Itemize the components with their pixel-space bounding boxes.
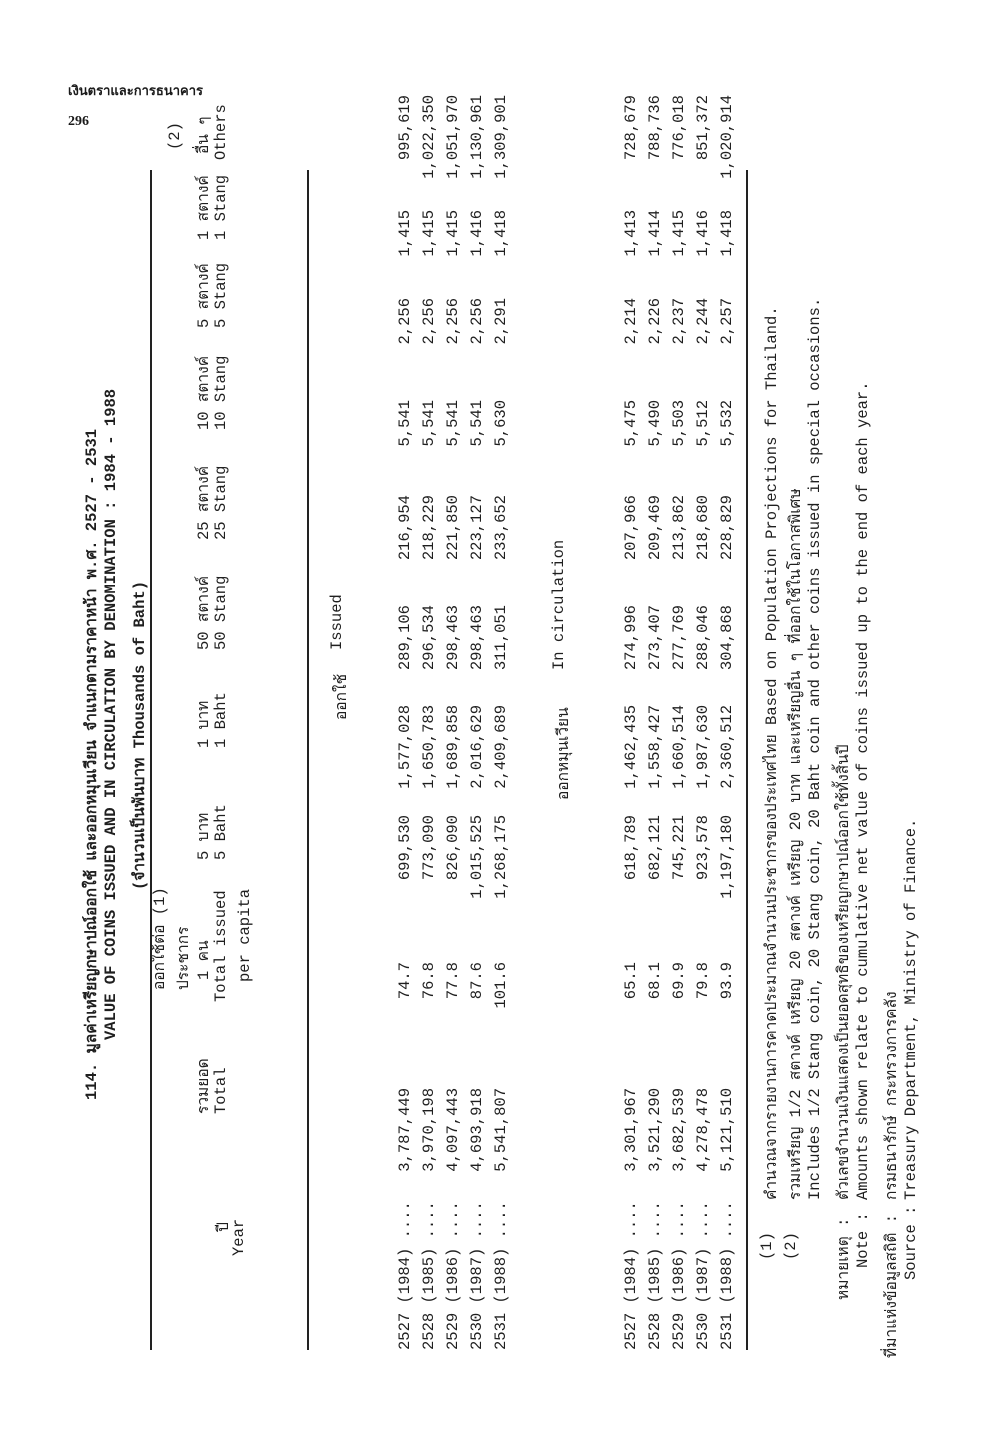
cell-s10: 5,503 <box>670 400 688 447</box>
col-percapita-en2: per capita <box>236 888 254 982</box>
cell-others: 788,736 <box>646 95 664 161</box>
cell-s50: 288,046 <box>694 605 712 671</box>
col-5baht-en: 5 Baht <box>212 804 230 860</box>
cell-s25: 233,652 <box>492 495 510 561</box>
cell-total: 4,278,478 <box>694 1088 712 1172</box>
col-others-th: อื่น ๆ <box>195 116 213 154</box>
col-25stang-th: 25 สตางค์ <box>195 465 213 540</box>
cell-s1: 1,416 <box>468 210 486 257</box>
source-label: Source : <box>902 1205 920 1280</box>
cell-b1: 1,650,783 <box>420 705 438 789</box>
cell-others: 1,309,901 <box>492 95 510 179</box>
source-thai-label: ที่มาแห่งข้อมูลสถิติ : <box>883 1213 901 1358</box>
cell-year: 2529 (1986) .... <box>444 1201 462 1350</box>
cell-s1: 1,415 <box>444 210 462 257</box>
cell-b1: 1,987,630 <box>694 705 712 789</box>
cell-total: 3,521,290 <box>646 1088 664 1172</box>
cell-b5: 682,121 <box>646 815 664 881</box>
col-1stang-th: 1 สตางค์ <box>195 175 213 240</box>
cell-s10: 5,490 <box>646 400 664 447</box>
cell-s1: 1,414 <box>646 210 664 257</box>
cell-year: 2530 (1987) .... <box>694 1201 712 1350</box>
rotated-table-page <box>50 60 930 1360</box>
cell-b5: 699,530 <box>396 815 414 881</box>
cell-s10: 5,541 <box>468 400 486 447</box>
cell-per-capita: 65.1 <box>622 962 640 1000</box>
source-text: Treasury Department, Ministry of Finance. <box>902 818 920 1200</box>
cell-b5: 618,789 <box>622 815 640 881</box>
col-1baht-th: 1 บาท <box>195 700 213 748</box>
cell-per-capita: 87.6 <box>468 962 486 1000</box>
cell-s10: 5,512 <box>694 400 712 447</box>
col-others-note: (2) <box>166 122 184 150</box>
cell-s1: 1,415 <box>396 210 414 257</box>
cell-s5: 2,256 <box>396 298 414 345</box>
col-5stang-en: 5 Stang <box>212 262 230 328</box>
header-rule-top <box>150 170 152 1350</box>
col-50stang-en: 50 Stang <box>212 575 230 650</box>
cell-b5: 1,197,180 <box>718 815 736 899</box>
remark-label: หมายเหตุ : <box>835 1217 853 1300</box>
cell-b5: 773,090 <box>420 815 438 881</box>
cell-b1: 1,689,858 <box>444 705 462 789</box>
cell-others: 1,022,350 <box>420 95 438 179</box>
cell-s5: 2,237 <box>670 298 688 345</box>
cell-b5: 1,015,525 <box>468 815 486 899</box>
cell-total: 3,970,198 <box>420 1088 438 1172</box>
header-rule-bottom <box>307 170 309 1350</box>
section-circulation-th: ออกหมุนเวียน <box>555 707 573 800</box>
cell-per-capita: 77.8 <box>444 962 462 1000</box>
col-1stang-en: 1 Stang <box>212 174 230 240</box>
cell-s5: 2,244 <box>694 298 712 345</box>
footnote-2-text: รวมเหรียญ 1/2 สตางค์ เหรียญ 20 สตางค์ เหรียญ 20 บาท และเหรียญอื่น ๆ ที่ออกใช้ในโอกาสพิเศษ <box>787 488 805 1200</box>
cell-year: 2529 (1986) .... <box>670 1201 688 1350</box>
cell-b1: 1,462,435 <box>622 705 640 789</box>
col-5baht-th: 5 บาท <box>195 812 213 860</box>
cell-s50: 273,407 <box>646 605 664 671</box>
cell-s1: 1,415 <box>670 210 688 257</box>
cell-s25: 228,829 <box>718 495 736 561</box>
footnote-1-text: คำนวณจากรายงานการคาดประมาณจำนวนประชากรของประเทศไทย Based on Population Projections for Thailand. <box>763 306 781 1200</box>
table-unit: (จำนวนเป็นพันบาท Thousands of Baht) <box>131 580 149 890</box>
cell-s5: 2,226 <box>646 298 664 345</box>
section-issued-th: ออกใช้ <box>333 673 351 720</box>
footnote-1-mark: (1) <box>758 1232 776 1260</box>
cell-year: 2530 (1987) .... <box>468 1201 486 1350</box>
cell-others: 1,051,970 <box>444 95 462 179</box>
cell-year: 2528 (1985) .... <box>646 1201 664 1350</box>
table-rule-bottom <box>746 170 748 1350</box>
cell-total: 3,682,539 <box>670 1088 688 1172</box>
cell-s5: 2,256 <box>420 298 438 345</box>
footnote-2-mark: (2) <box>782 1232 800 1260</box>
cell-s1: 1,416 <box>694 210 712 257</box>
col-10stang-en: 10 Stang <box>212 355 230 430</box>
cell-total: 5,121,510 <box>718 1088 736 1172</box>
footnote-2-english: Includes 1/2 Stang coin, 20 Stang coin, 20 Baht coin and other coins issued in special occasions. <box>806 297 824 1200</box>
page-topic: เงินตราและการธนาคาร <box>68 83 203 98</box>
source-thai-text: กรมธนารักษ์ กระทรวงการคลัง <box>883 991 901 1200</box>
cell-s25: 221,850 <box>444 495 462 561</box>
cell-b5: 826,090 <box>444 815 462 881</box>
note-label: Note : <box>854 1212 872 1268</box>
section-issued-en: Issued <box>328 594 346 650</box>
col-percapita-th1: ออกใช้ต่อ (1) <box>151 887 169 990</box>
remark-text: ตัวเลขจำนวนเงินแสดงเป็นยอดสุทธิของเหรียญกษาปณ์ออกใช้ทั้งสิ้นปี <box>835 744 853 1200</box>
cell-total: 3,787,449 <box>396 1088 414 1172</box>
cell-per-capita: 68.1 <box>646 962 664 1000</box>
cell-year: 2527 (1984) .... <box>396 1201 414 1350</box>
cell-s25: 216,954 <box>396 495 414 561</box>
cell-b5: 923,578 <box>694 815 712 881</box>
cell-s5: 2,257 <box>718 298 736 345</box>
col-50stang-th: 50 สตางค์ <box>195 575 213 650</box>
cell-s10: 5,630 <box>492 400 510 447</box>
col-others-en: Others <box>212 104 230 160</box>
cell-others: 776,018 <box>670 95 688 161</box>
cell-s5: 2,214 <box>622 298 640 345</box>
cell-per-capita: 93.9 <box>718 962 736 1000</box>
cell-s5: 2,256 <box>444 298 462 345</box>
col-percapita-th2: ประชากร <box>175 926 193 990</box>
col-percapita-en1: Total issued <box>212 890 230 1002</box>
cell-total: 4,097,443 <box>444 1088 462 1172</box>
cell-s10: 5,541 <box>420 400 438 447</box>
cell-s25: 218,680 <box>694 495 712 561</box>
cell-s10: 5,475 <box>622 400 640 447</box>
cell-s50: 304,868 <box>718 605 736 671</box>
cell-s1: 1,415 <box>420 210 438 257</box>
page-number: 296 <box>68 114 89 129</box>
cell-s10: 5,541 <box>396 400 414 447</box>
cell-s50: 298,463 <box>444 605 462 671</box>
cell-year: 2531 (1988) .... <box>492 1201 510 1350</box>
col-total-en: Total <box>212 1067 230 1114</box>
cell-b5: 745,221 <box>670 815 688 881</box>
cell-s5: 2,256 <box>468 298 486 345</box>
cell-s50: 274,996 <box>622 605 640 671</box>
cell-others: 1,130,961 <box>468 95 486 179</box>
cell-total: 4,693,918 <box>468 1088 486 1172</box>
col-10stang-th: 10 สตางค์ <box>195 355 213 430</box>
cell-b1: 1,558,427 <box>646 705 664 789</box>
section-circulation-en: In circulation <box>550 539 568 670</box>
cell-s10: 5,532 <box>718 400 736 447</box>
cell-s1: 1,418 <box>718 210 736 257</box>
cell-others: 1,020,914 <box>718 95 736 179</box>
cell-b1: 2,016,629 <box>468 705 486 789</box>
cell-others: 728,679 <box>622 95 640 161</box>
note-text: Amounts shown relate to cumulative net value of coins issued up to the end of each year. <box>854 381 872 1200</box>
cell-others: 851,372 <box>694 95 712 161</box>
cell-per-capita: 79.8 <box>694 962 712 1000</box>
cell-per-capita: 69.9 <box>670 962 688 1000</box>
cell-s25: 207,966 <box>622 495 640 561</box>
cell-year: 2528 (1985) .... <box>420 1201 438 1350</box>
cell-s1: 1,418 <box>492 210 510 257</box>
cell-total: 3,301,967 <box>622 1088 640 1172</box>
cell-total: 5,541,807 <box>492 1088 510 1172</box>
cell-s5: 2,291 <box>492 298 510 345</box>
cell-s25: 218,229 <box>420 495 438 561</box>
cell-b1: 2,360,512 <box>718 705 736 789</box>
table-title-english: VALUE OF COINS ISSUED AND IN CIRCULATION BY DENOMINATION : 1984 - 1988 <box>102 388 120 1040</box>
cell-s25: 223,127 <box>468 495 486 561</box>
col-year-th: ปี <box>215 1222 233 1232</box>
cell-s50: 277,769 <box>670 605 688 671</box>
cell-b1: 1,660,514 <box>670 705 688 789</box>
cell-s50: 298,463 <box>468 605 486 671</box>
cell-others: 995,619 <box>396 95 414 161</box>
col-5stang-th: 5 สตางค์ <box>195 263 213 328</box>
cell-s50: 289,106 <box>396 605 414 671</box>
cell-s25: 213,862 <box>670 495 688 561</box>
cell-year: 2531 (1988) .... <box>718 1201 736 1350</box>
cell-b5: 1,268,175 <box>492 815 510 899</box>
col-1baht-en: 1 Baht <box>212 692 230 748</box>
cell-b1: 2,409,689 <box>492 705 510 789</box>
cell-per-capita: 101.6 <box>492 962 510 1009</box>
col-year-en: Year <box>230 1218 248 1256</box>
table-title-thai: 114. มูลค่าเหรียญกษาปณ์ออกใช้ และออกหมุนเวียน จำแนกตามราคาหน้า พ.ศ. 2527 - 2531 <box>83 428 101 1100</box>
cell-s50: 296,534 <box>420 605 438 671</box>
cell-per-capita: 74.7 <box>396 962 414 1000</box>
cell-s10: 5,541 <box>444 400 462 447</box>
col-percapita-th3: 1 คน <box>195 940 213 980</box>
cell-year: 2527 (1984) .... <box>622 1201 640 1350</box>
cell-s50: 311,051 <box>492 605 510 671</box>
col-total-th: รวมยอด <box>195 1058 213 1114</box>
cell-s25: 209,469 <box>646 495 664 561</box>
cell-s1: 1,413 <box>622 210 640 257</box>
cell-per-capita: 76.8 <box>420 962 438 1000</box>
cell-b1: 1,577,028 <box>396 705 414 789</box>
col-25stang-en: 25 Stang <box>212 465 230 540</box>
